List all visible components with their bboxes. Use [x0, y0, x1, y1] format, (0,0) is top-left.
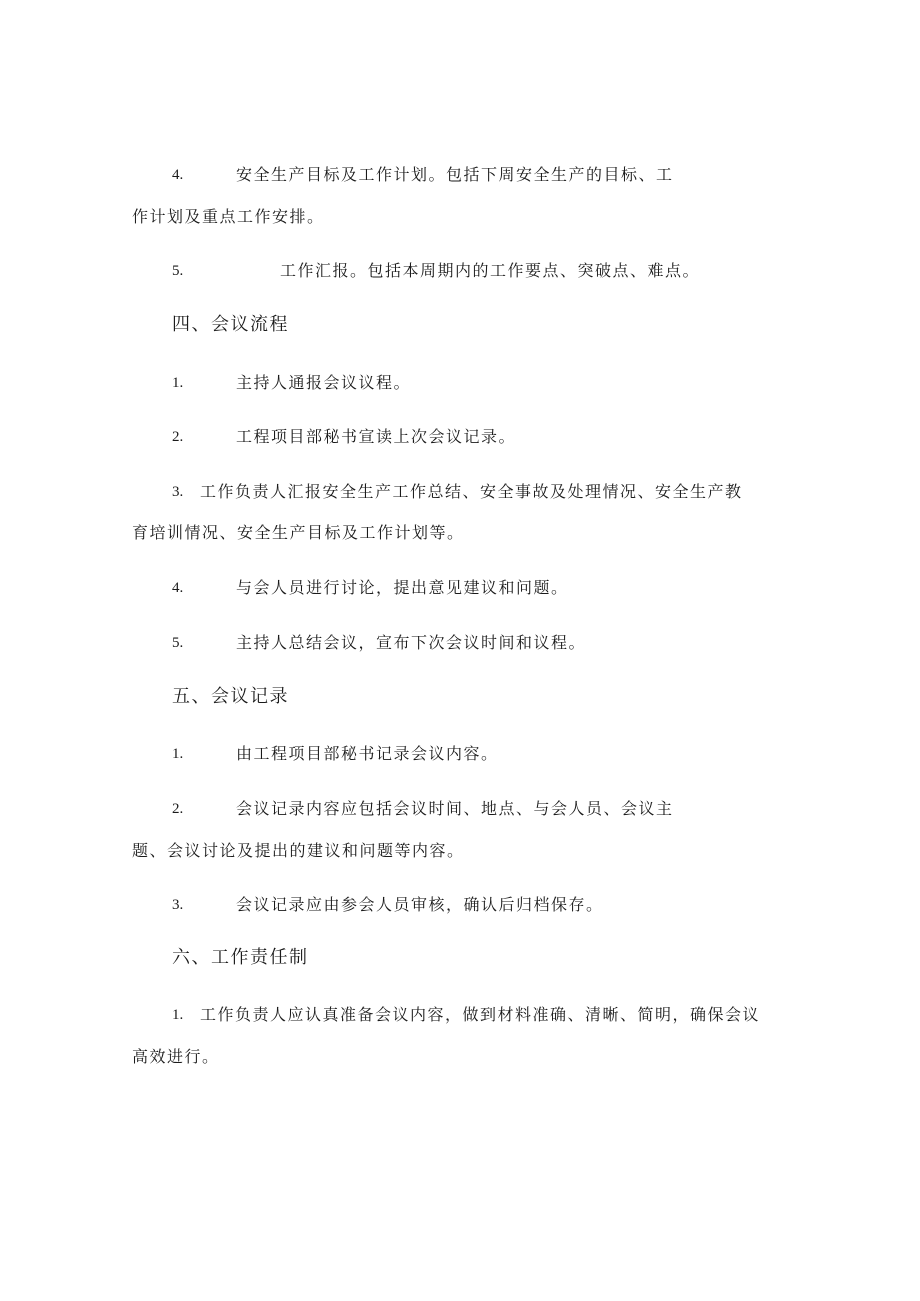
section-heading: 五、会议记录 — [172, 686, 289, 707]
item-number: 4. — [172, 167, 184, 183]
item-text: 工作负责人汇报安全生产工作总结、安全事故及处理情况、安全生产教 — [200, 482, 743, 501]
section-heading: 六、工作责任制 — [172, 947, 309, 968]
item-number: 1. — [172, 746, 184, 762]
item-text: 工程项目部秘书宣读上次会议记录。 — [236, 427, 517, 446]
item-number: 2. — [172, 429, 184, 445]
item-number: 1. — [172, 1007, 184, 1023]
item-number: 3. — [172, 897, 184, 913]
item-text: 安全生产目标及工作计划。包括下周安全生产的目标、工 — [236, 165, 674, 184]
item-text: 会议记录应由参会人员审核，确认后归档保存。 — [236, 895, 604, 914]
item-text: 工作汇报。包括本周期内的工作要点、突破点、难点。 — [280, 261, 701, 280]
item-text-continued: 题、会议讨论及提出的建议和问题等内容。 — [132, 841, 465, 860]
item-text: 工作负责人应认真准备会议内容，做到材料准确、清晰、简明，确保会议 — [200, 1005, 761, 1024]
item-number: 4. — [172, 580, 184, 596]
item-text: 由工程项目部秘书记录会议内容。 — [236, 744, 499, 763]
item-number: 1. — [172, 375, 184, 391]
item-number: 3. — [172, 484, 184, 500]
item-text: 主持人通报会议议程。 — [236, 373, 412, 392]
item-number: 5. — [172, 263, 184, 279]
item-text-continued: 高效进行。 — [132, 1047, 220, 1066]
item-text: 会议记录内容应包括会议时间、地点、与会人员、会议主 — [236, 799, 674, 818]
section-heading: 四、会议流程 — [172, 314, 289, 335]
item-number: 2. — [172, 801, 184, 817]
item-number: 5. — [172, 635, 184, 651]
item-text: 主持人总结会议，宣布下次会议时间和议程。 — [236, 633, 587, 652]
item-text-continued: 作计划及重点工作安排。 — [132, 207, 325, 226]
item-text: 与会人员进行讨论，提出意见建议和问题。 — [236, 578, 569, 597]
item-text-continued: 育培训情况、安全生产目标及工作计划等。 — [132, 523, 465, 542]
